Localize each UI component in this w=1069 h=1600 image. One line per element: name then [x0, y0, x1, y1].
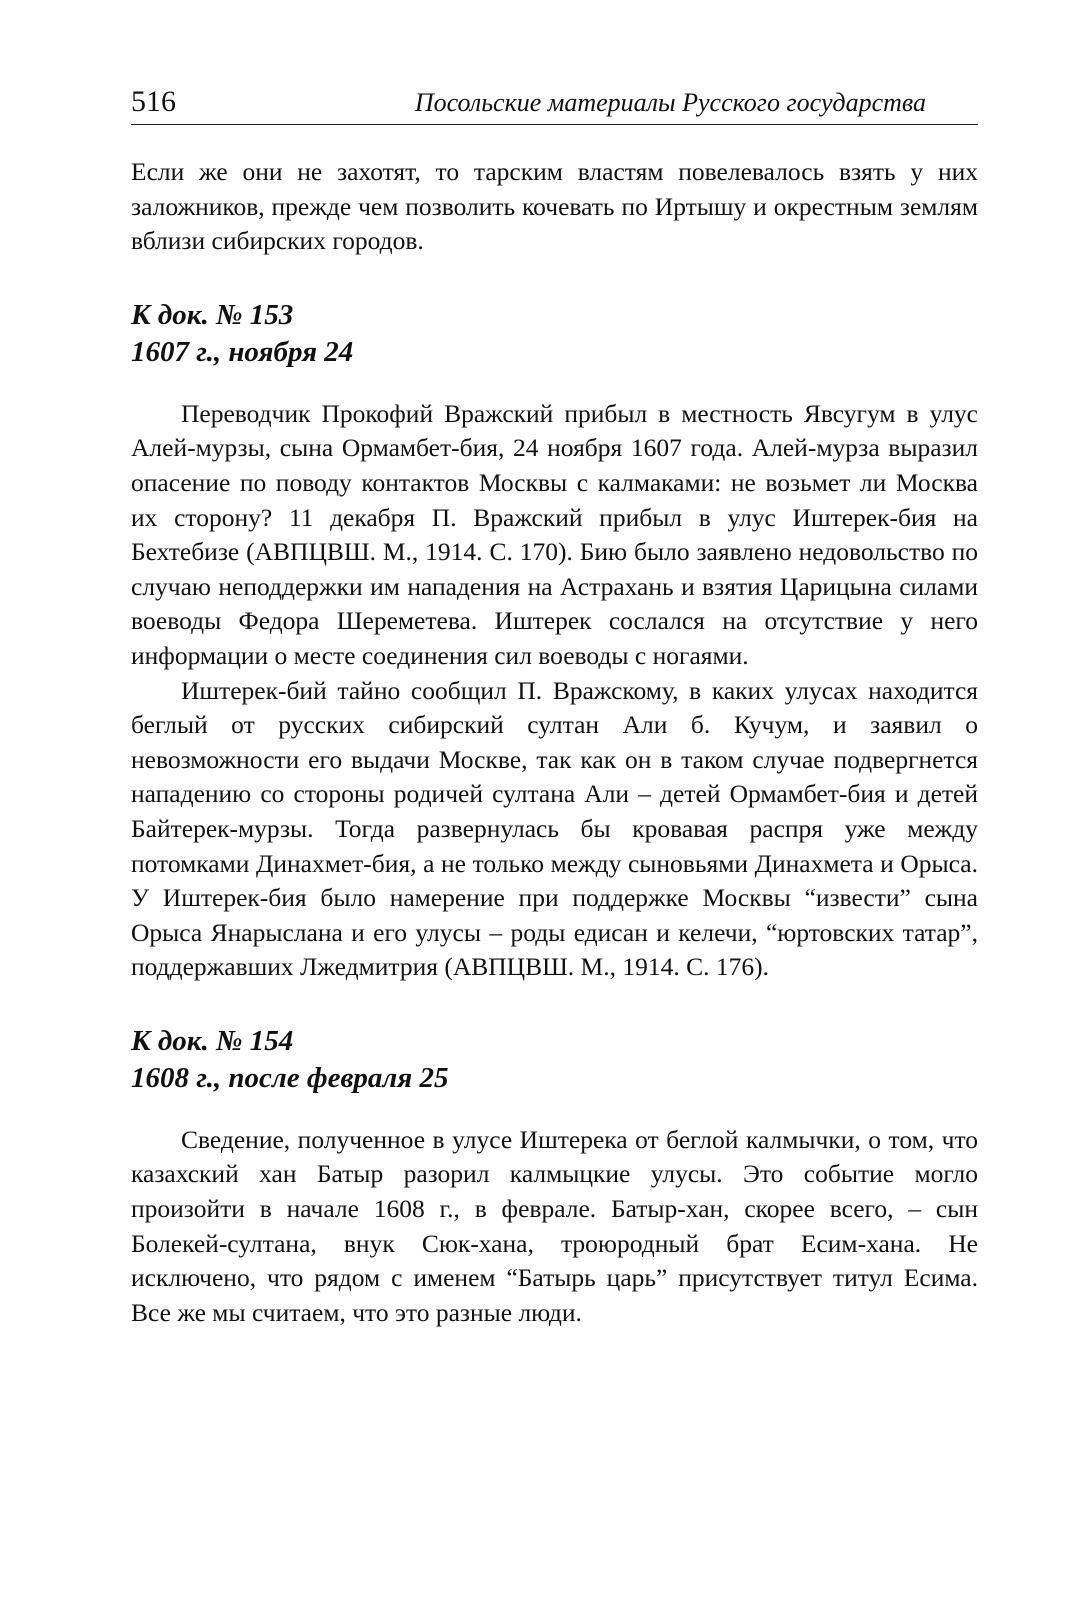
doc-reference: К док. № 154	[131, 1024, 294, 1057]
running-title: Посольские материалы Русского государства	[414, 88, 926, 117]
body-paragraph: Сведение, полученное в улусе Иштерека от беглой калмычки, о том, что казахский хан Батыр разорил калмыцкие улусы. Это событие могло произойти в начале 1608 г., в феврале. Батыр-хан, скорее всего, – сын Болекей-султана, внук Сюк-хана, троюродный брат Есим-хана. Не исключено, что рядом с именем “Батырь царь” присутствует титул Есима. Все же мы считаем, что это разные люди.	[131, 1124, 978, 1327]
section-heading-154	[131, 1023, 978, 1097]
doc-reference: К док. № 153	[131, 298, 294, 331]
doc-date: 1607 г., ноября 24	[131, 335, 354, 368]
page-number: 516	[131, 85, 176, 118]
doc-date: 1608 г., после февраля 25	[131, 1061, 449, 1094]
book-page	[131, 78, 978, 1330]
body-paragraph: Переводчик Прокофий Вражский прибыл в местность Явсугум в улус Алей-мурзы, сына Ормамбет-бия, 24 ноября 1607 года. Алей-мурза выразил опасение по поводу контактов Москвы с калмаками: не возьмет ли Москва их сторону? 11 декабря П. Вражский прибыл в улус Иштерек-бия на Бехтебизе (АВПЦВШ. М., 1914. С. 170). Бию было заявлено недовольство по случаю неподдержки им нападения на Астрахань и взятия Царицына силами воеводы Федора Шереметева. Иштерек сослался на отсутствие у него информации о месте соединения сил воеводы с ногаями.	[131, 398, 978, 670]
section-heading-153	[131, 297, 978, 371]
intro-paragraph: Если же они не захотят, то тарским властям повелевалось взять у них заложников, прежде чем позволить кочевать по Иртышу и окрестным землям вблизи сибирских городов.	[131, 157, 978, 256]
running-header	[131, 78, 978, 125]
body-paragraph: Иштерек-бий тайно сообщил П. Вражскому, в каких улусах находится беглый от русских сибирский султан Али б. Кучум, и заявил о невозможности его выдачи Москве, так как он в таком случае подвергнется нападению со стороны родичей султана Али – детей Ормамбет-бия и детей Байтерек-мурзы. Тогда развернулась бы кровавая распря уже между потомками Динахмет-бия, а не только между сыновьями Динахмета и Орыса. У Иштерек-бия было намерение при поддержке Москвы “извести” сына Орыса Янарыслана и его улусы – роды едисан и келечи, “юртовских татар”, поддержавших Лжедмитрия (АВПЦВШ. М., 1914. С. 176).	[131, 675, 978, 982]
